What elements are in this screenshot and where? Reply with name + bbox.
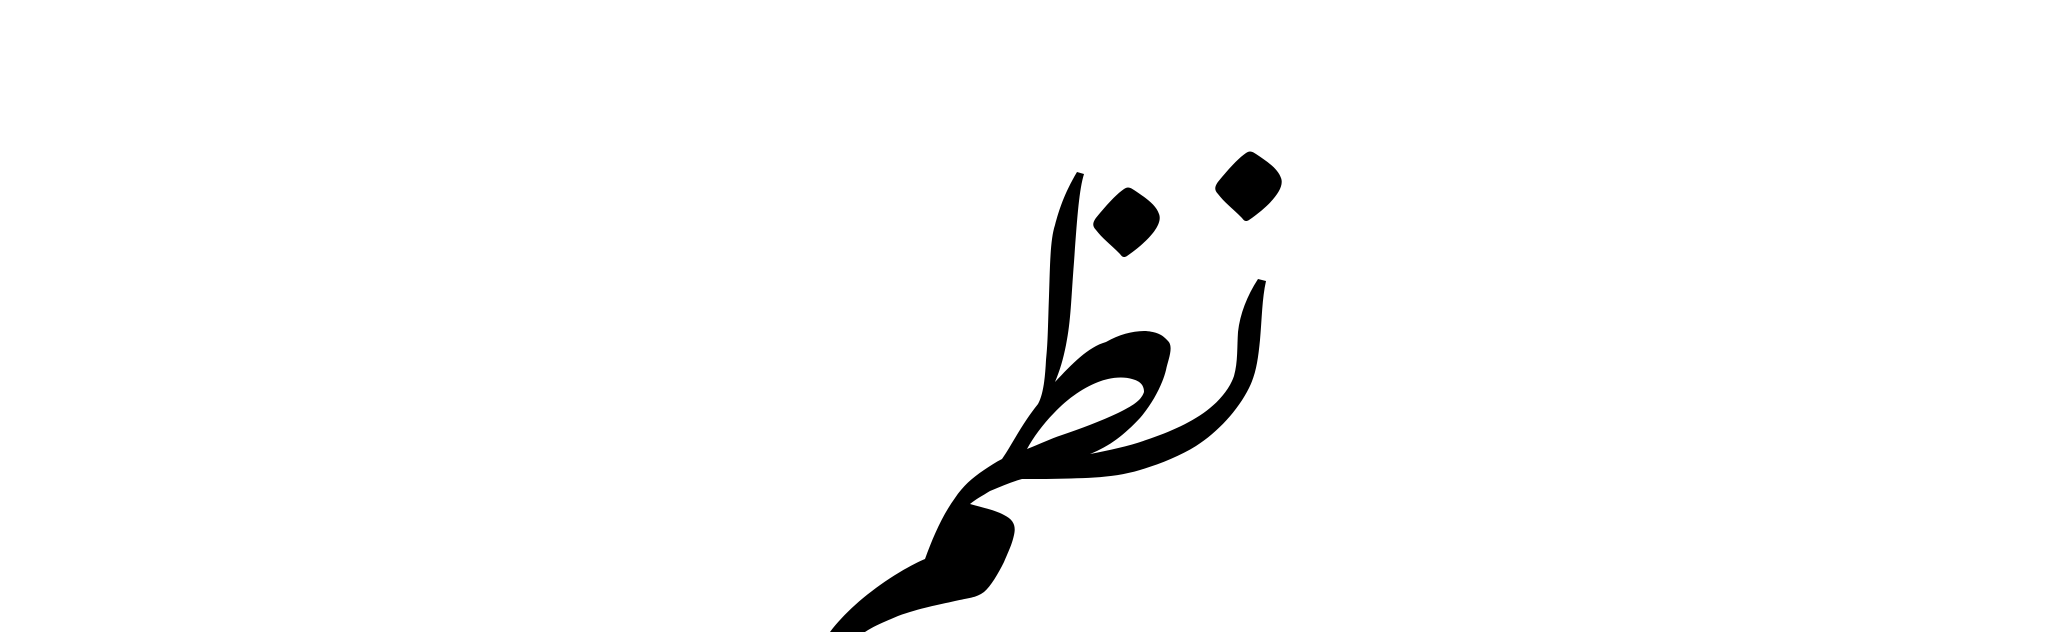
calligraphy-dot-left: [1093, 187, 1159, 257]
calligraphy-dot-right: [1215, 151, 1281, 221]
calligraphy-main-stroke: [830, 172, 1266, 632]
